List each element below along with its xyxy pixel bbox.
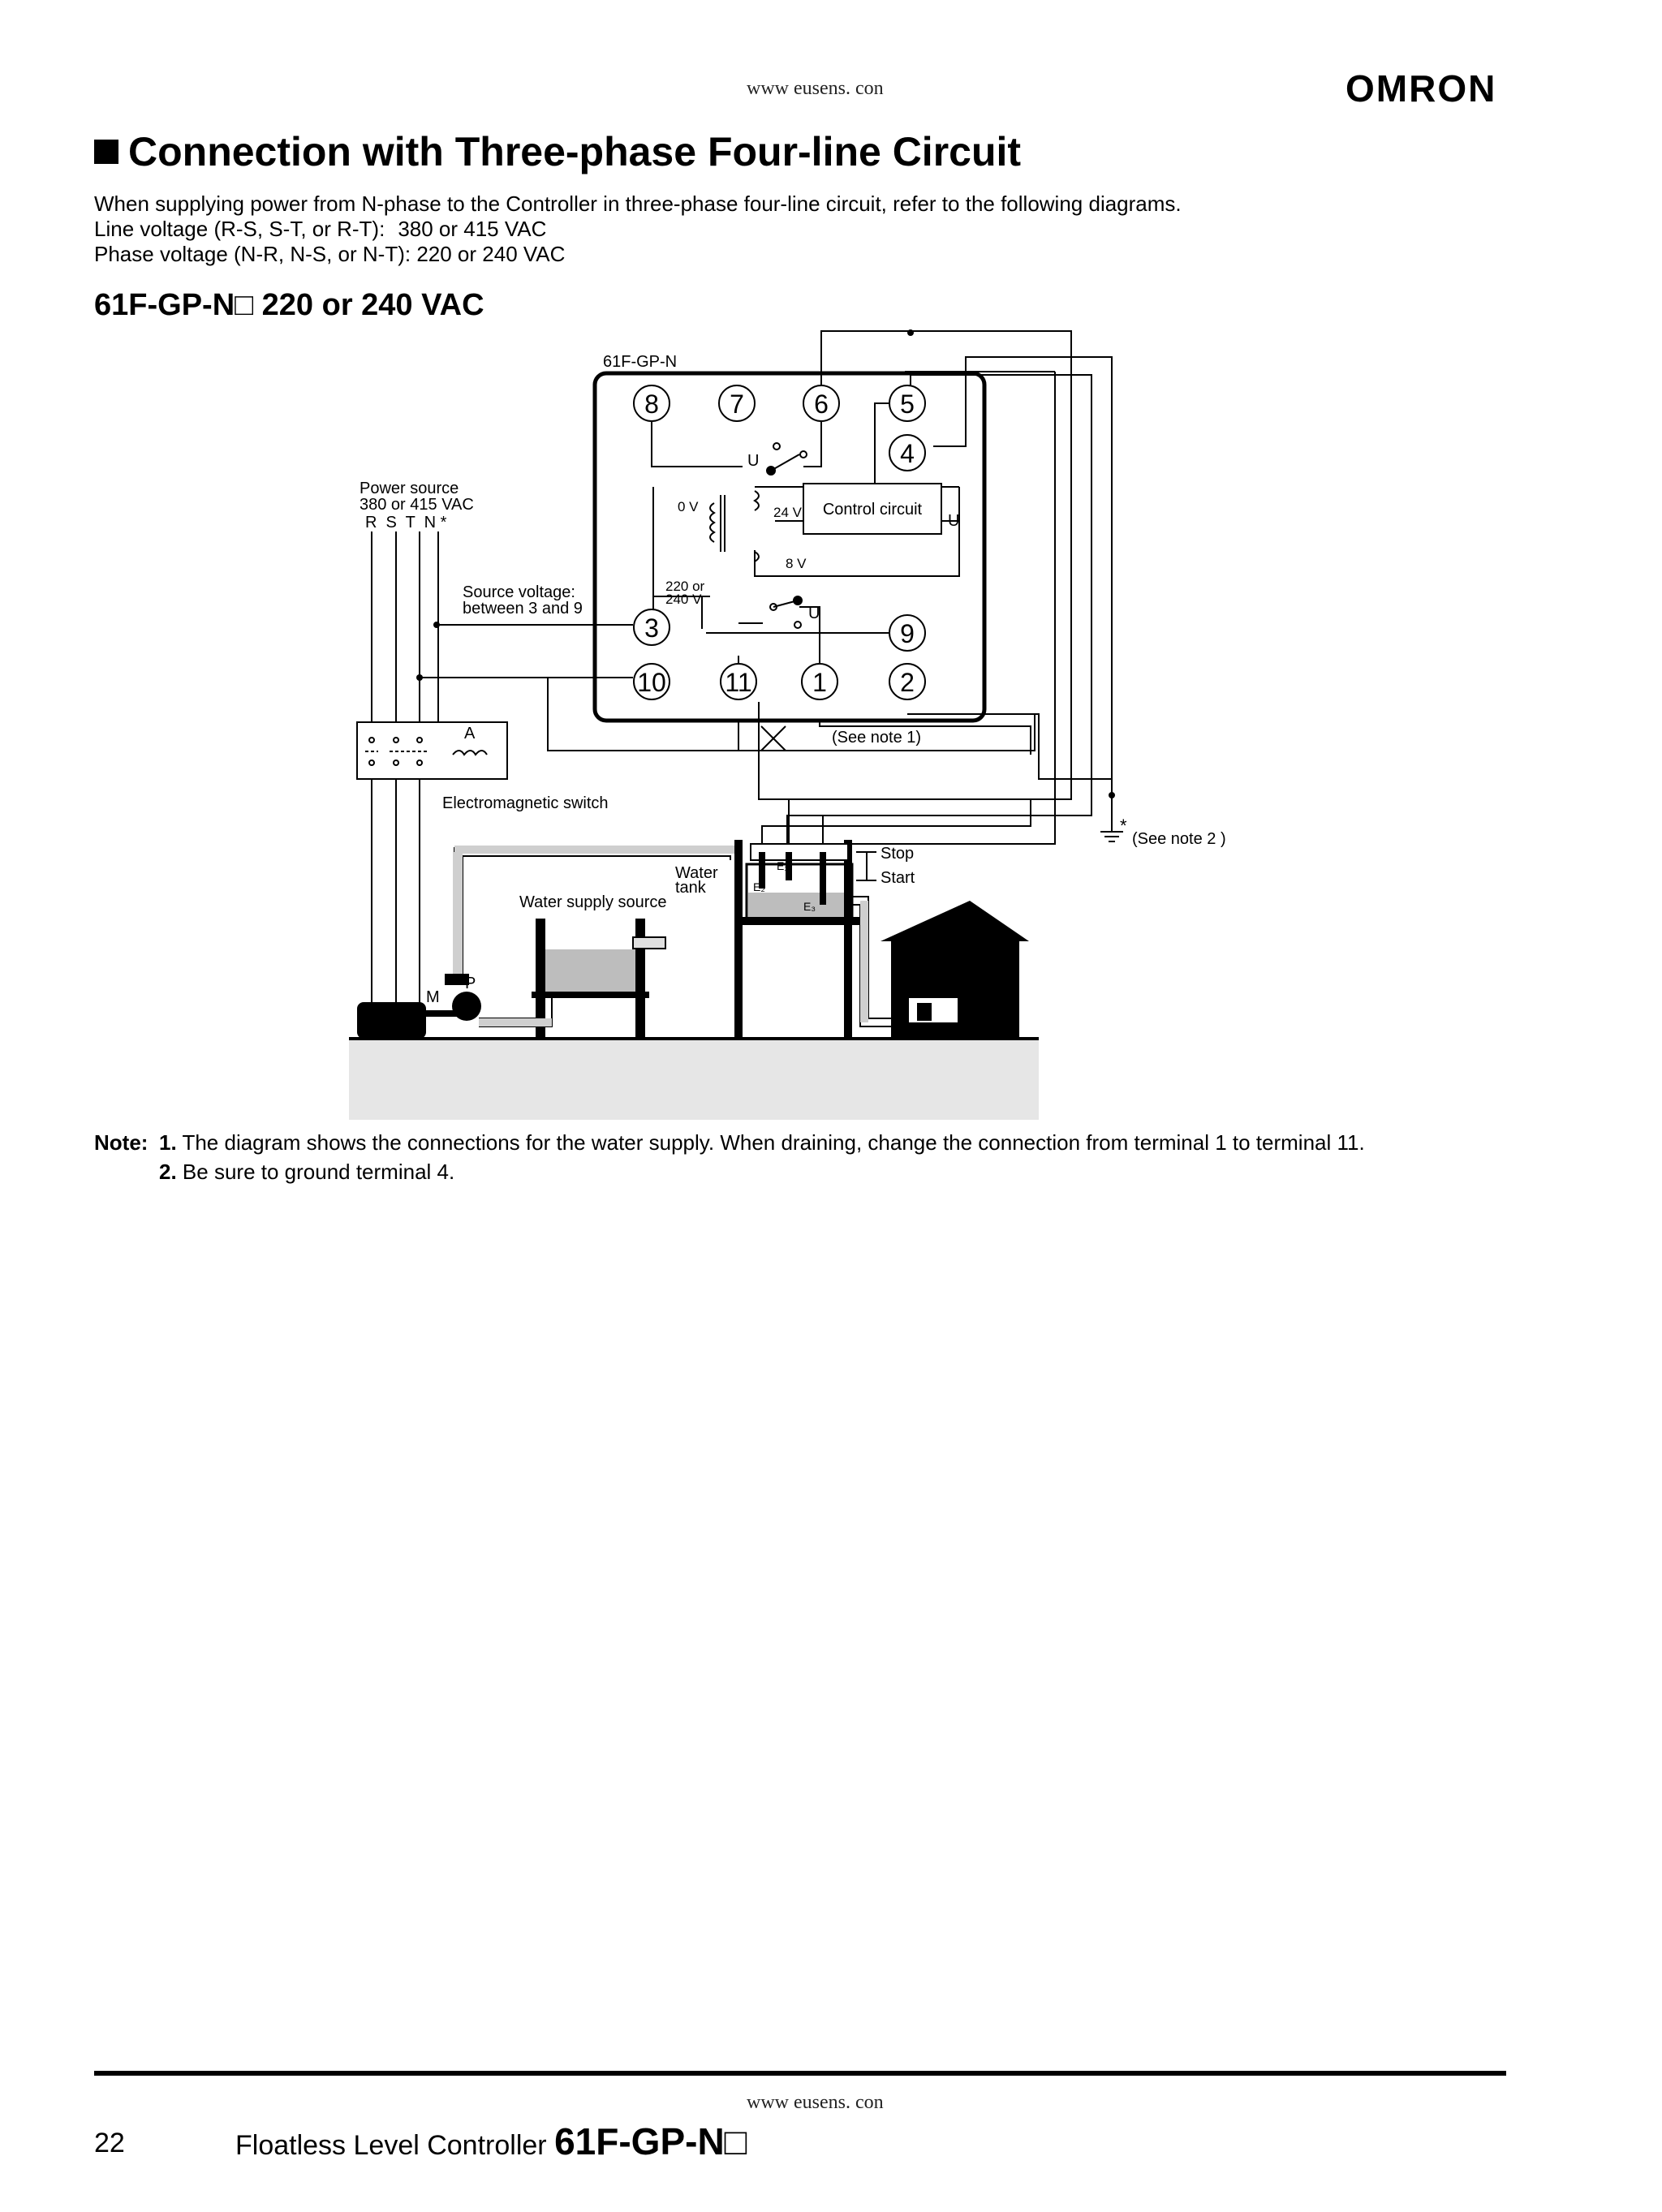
notes [94, 1128, 1365, 1186]
subsection-title: 61F-GP-N□ 220 or 240 VAC [94, 288, 484, 322]
terminal-8-label: 8 [644, 389, 659, 419]
v8-label: 8 V [786, 556, 807, 571]
relay-contact-bottom [770, 596, 802, 628]
m-label: M [426, 988, 440, 1006]
e2-label: E₂ [753, 880, 765, 893]
u-label-top: U [747, 452, 760, 470]
omron-logo: OMRON [1346, 67, 1497, 110]
see-note2: (See note 2 ) [1132, 830, 1226, 848]
note-2-text: Be sure to ground terminal 4. [182, 1160, 455, 1184]
terminal-9-label: 9 [900, 619, 915, 648]
v220-line2: 240 V [665, 592, 702, 607]
power-source-line2: 380 or 415 VAC [360, 496, 474, 514]
terminal-4-label: 4 [900, 439, 915, 468]
water-tank-line2: tank [675, 879, 706, 897]
junction-dot [416, 674, 423, 681]
note-2 [94, 1157, 1365, 1186]
terminal-7-label: 7 [730, 389, 744, 419]
v24-label: 24 V [773, 505, 802, 520]
house [881, 901, 1029, 1039]
phase-voltage-label: Phase voltage (N-R, N-S, or N-T): [94, 242, 411, 266]
line-voltage-label: Line voltage (R-S, S-T, or R-T): [94, 217, 385, 241]
intro-block [94, 192, 1182, 267]
line-voltage-row [94, 217, 1182, 242]
footer-url: www eusens. con [747, 2092, 884, 2113]
terminal-6-label: 6 [814, 389, 829, 419]
zero-v-label: 0 V [678, 499, 699, 514]
u-label-bottom: U [808, 605, 820, 622]
see-note1: (See note 1) [832, 729, 922, 747]
note-1-number: 1. [159, 1130, 177, 1155]
terminal-3-label: 3 [644, 613, 659, 643]
source-voltage-line2: between 3 and 9 [463, 600, 583, 618]
terminal-11-label: 11 [725, 668, 752, 697]
junction-dot [433, 622, 440, 628]
intro-text: When supplying power from N-phase to the Controller in three-phase four-line circuit, refer to the following diagrams. [94, 192, 1182, 216]
level-bracket [856, 852, 876, 880]
phase-voltage-row [94, 242, 1182, 267]
terminal-2-label: 2 [900, 668, 915, 697]
header-url: www eusens. con [747, 78, 884, 99]
electrode-wires [762, 799, 1091, 844]
section-title-text: Connection with Three-phase Four-line Circuit [128, 129, 1022, 174]
p-label: P [465, 975, 476, 992]
note-label: Note: [94, 1130, 149, 1155]
stop-label: Stop [881, 845, 915, 863]
u-label-control: U [948, 512, 960, 530]
product-prefix: Floatless Level Controller [235, 2130, 547, 2161]
power-source-line1: Power source [360, 480, 459, 497]
e3-label: E₃ [803, 900, 816, 913]
phase-labels: R S T N * [365, 514, 447, 531]
footer-rule [94, 2071, 1506, 2076]
note-1 [94, 1128, 1365, 1157]
transformer [710, 491, 759, 562]
product-model: 61F-GP-N□ [554, 2120, 747, 2163]
product-name [235, 2119, 747, 2163]
terminal-10-label: 10 [637, 668, 666, 697]
line-voltage-value: 380 or 415 VAC [398, 217, 547, 241]
junction-dot [907, 329, 914, 336]
terminal-1-label: 1 [812, 668, 827, 697]
a-label: A [464, 725, 476, 742]
junction-dot [1109, 792, 1115, 798]
relay-contact-top [767, 443, 807, 475]
start-label: Start [881, 869, 915, 887]
elevated-water-tank [734, 840, 860, 1039]
page-number: 22 [94, 2128, 125, 2158]
ground-area [349, 1039, 1039, 1120]
electromagnetic-switch-box [357, 722, 507, 779]
control-circuit-label: Control circuit [822, 501, 923, 519]
e1-label: E₁ [777, 859, 789, 872]
section-title [94, 128, 1021, 175]
phase-voltage-value: 220 or 240 VAC [416, 242, 566, 266]
square-bullet-icon [94, 140, 118, 164]
source-voltage-line1: Source voltage: [463, 583, 575, 601]
wiring-diagram [349, 329, 1298, 1128]
v220-line1: 220 or [665, 579, 705, 594]
terminals [634, 385, 925, 699]
note-1-text: The diagram shows the connections for the water supply. When draining, change the connection from terminal 1 to terminal 11. [182, 1130, 1365, 1155]
electromagnetic-switch-label: Electromagnetic switch [442, 794, 609, 812]
note-2-number: 2. [159, 1160, 177, 1184]
terminal-5-label: 5 [900, 389, 915, 419]
ground-asterisk: * [1120, 816, 1127, 836]
model-label: 61F-GP-N [603, 353, 678, 371]
water-supply-source-label: Water supply source [519, 893, 667, 911]
water-tank-line1: Water [675, 864, 718, 882]
